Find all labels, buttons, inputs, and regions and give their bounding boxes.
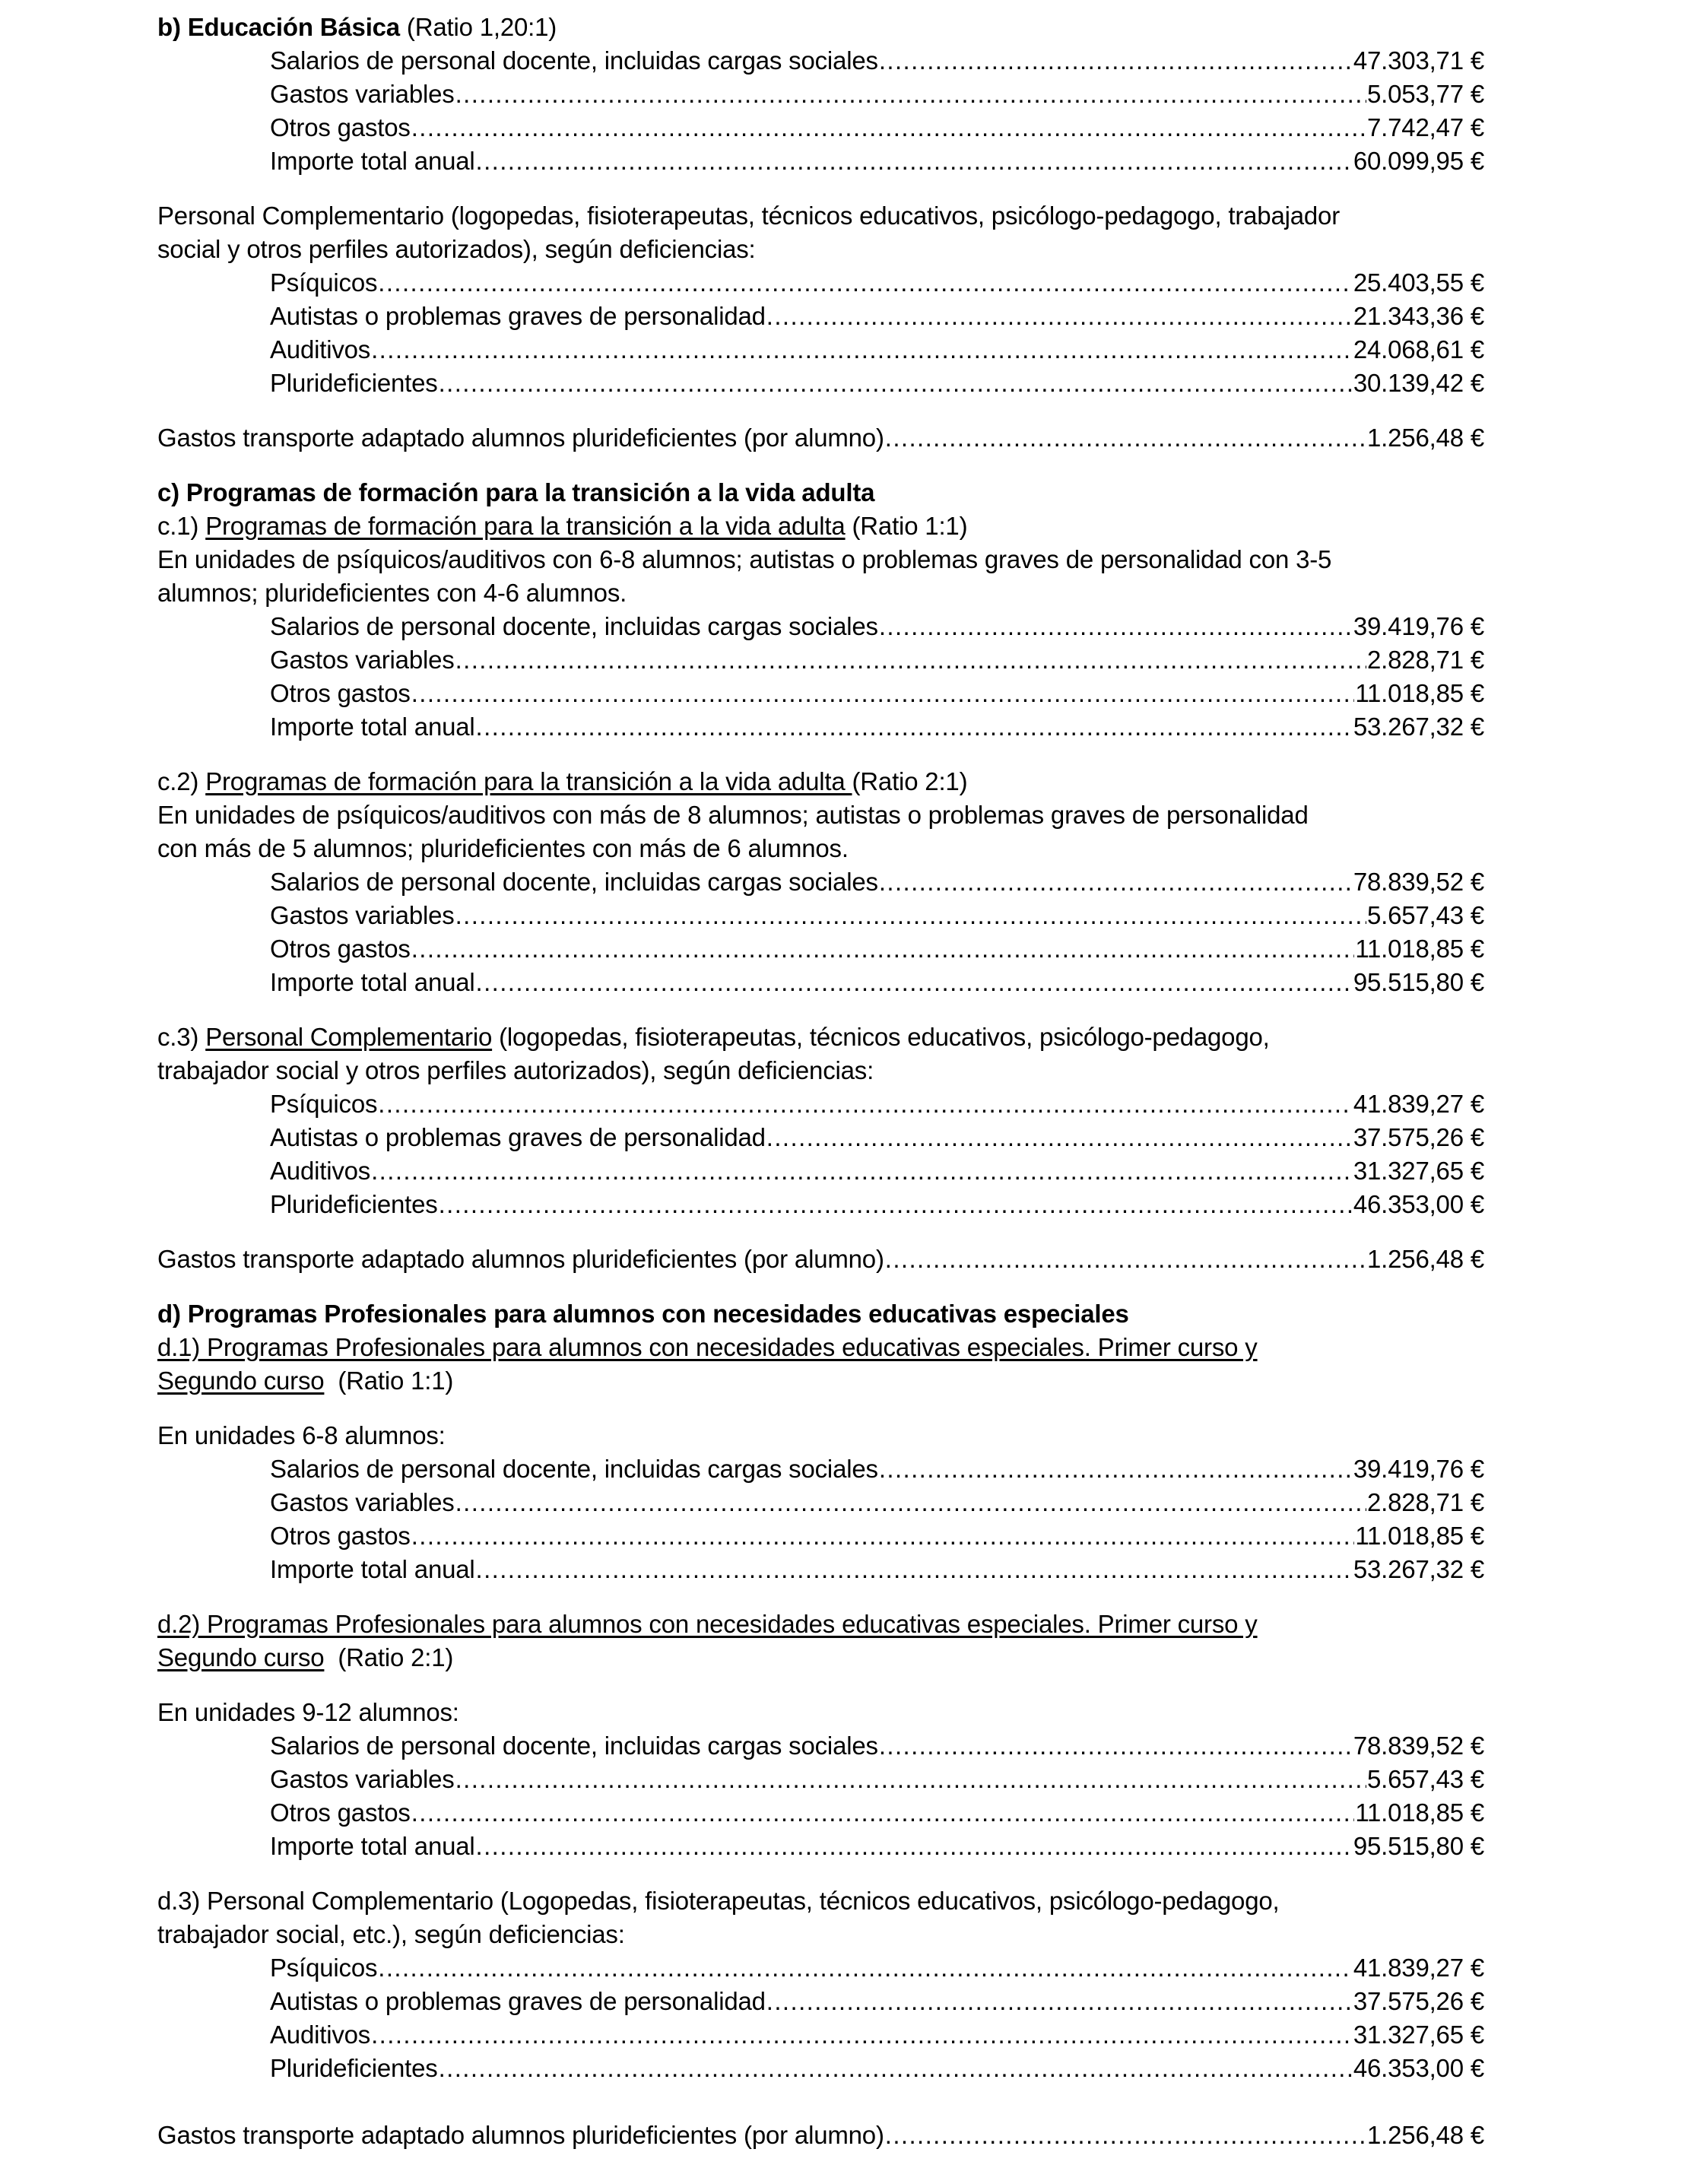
cost-label: Gastos transporte adaptado alumnos plurideficientes (por alumno)	[157, 2121, 884, 2149]
cost-value: 46.353,00 €	[1353, 2054, 1484, 2082]
cost-value: 24.068,61 €	[1353, 335, 1484, 363]
cost-label: Importe total anual	[270, 713, 475, 741]
cost-value: 5.657,43 €	[1367, 901, 1484, 929]
cost-value: 41.839,27 €	[1353, 1954, 1484, 1982]
dot-leader	[476, 710, 1353, 744]
section-b-ratio: (Ratio 1,20:1)	[399, 13, 557, 41]
cost-value: 60.099,95 €	[1353, 147, 1484, 175]
d3-heading-cont: trabajador social, etc.), según deficiencias:	[157, 1920, 625, 1948]
c1-ratio: (Ratio 1:1)	[845, 512, 968, 540]
c1-desc-cont: alumnos; plurideficientes con 4-6 alumnos.	[157, 579, 627, 607]
cost-row	[270, 1452, 1484, 1486]
cost-value: 37.575,26 €	[1353, 1987, 1484, 2015]
cost-label: Salarios de personal docente, incluidas cargas sociales	[270, 612, 878, 640]
cost-row	[270, 865, 1484, 899]
cost-label: Salarios de personal docente, incluidas cargas sociales	[270, 46, 878, 75]
section-d-title: d) Programas Profesionales para alumnos con necesidades educativas especiales	[157, 1300, 1129, 1328]
cost-label: Otros gastos	[270, 935, 411, 963]
dot-leader	[439, 367, 1353, 400]
dot-leader	[766, 1985, 1353, 2018]
dot-leader	[411, 677, 1355, 710]
cost-value: 1.256,48 €	[1367, 2121, 1484, 2149]
cost-value: 39.419,76 €	[1353, 1455, 1484, 1483]
transporte-row	[157, 2119, 1484, 2152]
cost-row	[270, 367, 1484, 400]
c2-title: Programas de formación para la transición a la vida adulta	[205, 767, 852, 795]
dot-leader	[378, 1087, 1353, 1121]
cost-value: 41.839,27 €	[1353, 1090, 1484, 1118]
cost-label: Autistas o problemas graves de personalidad	[270, 1123, 766, 1151]
cost-value: 46.353,00 €	[1353, 1190, 1484, 1218]
dot-leader	[411, 1519, 1355, 1553]
cost-label: Otros gastos	[270, 1522, 411, 1550]
document-page	[157, 11, 1484, 2152]
cost-value: 5.053,77 €	[1367, 80, 1484, 108]
c2-heading	[157, 765, 1484, 798]
dot-leader	[411, 111, 1366, 144]
c1-prefix: c.1)	[157, 512, 206, 540]
cost-label: Importe total anual	[270, 1555, 475, 1583]
cost-value: 11.018,85 €	[1355, 1798, 1484, 1827]
cost-value: 2.828,71 €	[1367, 1488, 1484, 1516]
dot-leader	[476, 966, 1353, 999]
d2-title-line2: Segundo curso	[157, 1643, 325, 1671]
dot-leader	[476, 1553, 1353, 1586]
section-b-title: b) Educación Básica	[157, 13, 400, 41]
cost-value: 11.018,85 €	[1355, 1522, 1484, 1550]
dot-leader	[378, 1951, 1353, 1985]
cost-row	[270, 1188, 1484, 1221]
cost-value: 2.828,71 €	[1367, 646, 1484, 674]
dot-leader	[439, 1188, 1353, 1221]
dot-leader	[455, 643, 1366, 677]
section-b-heading	[157, 11, 1484, 44]
d2-units: En unidades 9-12 alumnos:	[157, 1698, 459, 1726]
cost-label: Gastos transporte adaptado alumnos plurideficientes (por alumno)	[157, 1245, 884, 1273]
cost-value: 78.839,52 €	[1353, 868, 1484, 896]
c2-desc: En unidades de psíquicos/auditivos con más de 8 alumnos; autistas o problemas graves de personalidad	[157, 801, 1309, 829]
dot-leader	[879, 865, 1353, 899]
dot-leader	[879, 610, 1353, 643]
c2-ratio: (Ratio 2:1)	[852, 767, 968, 795]
cost-value: 21.343,36 €	[1353, 302, 1484, 330]
cost-row	[270, 2052, 1484, 2085]
dot-leader	[371, 333, 1353, 367]
cost-label: Auditivos	[270, 1157, 371, 1185]
d2-title: d.2) Programas Profesionales para alumnos con necesidades educativas especiales. Primer curso y	[157, 1610, 1258, 1638]
d1-title: d.1) Programas Profesionales para alumnos con necesidades educativas especiales. Primer curso y	[157, 1333, 1258, 1361]
dot-leader	[455, 899, 1366, 932]
cost-row	[270, 1985, 1484, 2018]
cost-label: Salarios de personal docente, incluidas cargas sociales	[270, 868, 878, 896]
cost-label: Importe total anual	[270, 1832, 475, 1860]
section-c-title: c) Programas de formación para la transición a la vida adulta	[157, 478, 875, 506]
cost-row	[270, 300, 1484, 333]
cost-row	[270, 266, 1484, 300]
dot-leader	[378, 266, 1353, 300]
cost-row	[270, 2018, 1484, 2052]
cost-value: 37.575,26 €	[1353, 1123, 1484, 1151]
dot-leader	[411, 1796, 1355, 1830]
cost-row	[270, 677, 1484, 710]
dot-leader	[885, 1243, 1366, 1276]
c3-heading-cont: trabajador social y otros perfiles autorizados), según deficiencias:	[157, 1056, 874, 1084]
c2-prefix: c.2)	[157, 767, 206, 795]
cost-label: Gastos variables	[270, 646, 455, 674]
cost-row	[270, 643, 1484, 677]
cost-label: Auditivos	[270, 335, 371, 363]
cost-value: 1.256,48 €	[1367, 1245, 1484, 1273]
cost-value: 7.742,47 €	[1367, 113, 1484, 141]
cost-value: 1.256,48 €	[1367, 424, 1484, 452]
cost-row	[270, 1519, 1484, 1553]
cost-label: Gastos transporte adaptado alumnos plurideficientes (por alumno)	[157, 424, 884, 452]
c3-rest: (logopedas, fisioterapeutas, técnicos educativos, psicólogo-pedagogo,	[492, 1023, 1270, 1051]
c1-title: Programas de formación para la transición a la vida adulta	[205, 512, 846, 540]
cost-row	[270, 1553, 1484, 1586]
complementario-intro-cont: social y otros perfiles autorizados), según deficiencias:	[157, 235, 756, 263]
cost-value: 31.327,65 €	[1353, 1157, 1484, 1185]
cost-row	[270, 610, 1484, 643]
dot-leader	[411, 932, 1355, 966]
d1-units: En unidades 6-8 alumnos:	[157, 1421, 446, 1449]
cost-value: 39.419,76 €	[1353, 612, 1484, 640]
cost-label: Importe total anual	[270, 147, 475, 175]
dot-leader	[455, 78, 1366, 111]
dot-leader	[766, 300, 1353, 333]
cost-value: 53.267,32 €	[1353, 713, 1484, 741]
cost-row	[270, 710, 1484, 744]
dot-leader	[766, 1121, 1353, 1154]
cost-row	[270, 1121, 1484, 1154]
dot-leader	[879, 1729, 1353, 1763]
dot-leader	[879, 44, 1353, 78]
cost-value: 31.327,65 €	[1353, 2021, 1484, 2049]
dot-leader	[455, 1486, 1366, 1519]
cost-value: 95.515,80 €	[1353, 968, 1484, 996]
cost-label: Plurideficientes	[270, 369, 438, 397]
cost-row	[270, 1154, 1484, 1188]
cost-label: Salarios de personal docente, incluidas cargas sociales	[270, 1455, 878, 1483]
cost-label: Autistas o problemas graves de personalidad	[270, 302, 766, 330]
c3-prefix: c.3)	[157, 1023, 206, 1051]
cost-label: Gastos variables	[270, 80, 455, 108]
cost-label: Plurideficientes	[270, 1190, 438, 1218]
d2-title-cont	[157, 1641, 1484, 1675]
cost-value: 53.267,32 €	[1353, 1555, 1484, 1583]
cost-value: 78.839,52 €	[1353, 1732, 1484, 1760]
transporte-row	[157, 421, 1484, 455]
cost-value: 5.657,43 €	[1367, 1765, 1484, 1793]
c3-heading	[157, 1021, 1484, 1054]
d1-ratio: (Ratio 1:1)	[324, 1367, 454, 1395]
cost-value: 47.303,71 €	[1353, 46, 1484, 75]
transporte-row	[157, 1243, 1484, 1276]
cost-label: Importe total anual	[270, 968, 475, 996]
cost-label: Otros gastos	[270, 113, 411, 141]
cost-label: Gastos variables	[270, 1488, 455, 1516]
cost-row	[270, 1830, 1484, 1863]
dot-leader	[371, 1154, 1353, 1188]
d3-heading: d.3) Personal Complementario (Logopedas, fisioterapeutas, técnicos educativos, psicólogo-pedagogo,	[157, 1887, 1280, 1915]
cost-row	[270, 1796, 1484, 1830]
cost-value: 11.018,85 €	[1355, 935, 1484, 963]
cost-label: Otros gastos	[270, 1798, 411, 1827]
cost-value: 95.515,80 €	[1353, 1832, 1484, 1860]
cost-row	[270, 1087, 1484, 1121]
cost-row	[270, 1951, 1484, 1985]
dot-leader	[439, 2052, 1353, 2085]
cost-row	[270, 899, 1484, 932]
dot-leader	[885, 421, 1366, 455]
c3-title: Personal Complementario	[205, 1023, 493, 1051]
complementario-intro: Personal Complementario (logopedas, fisioterapeutas, técnicos educativos, psicólogo-pedagogo, trabajador	[157, 202, 1340, 230]
cost-label: Psíquicos	[270, 1090, 378, 1118]
cost-row	[270, 44, 1484, 78]
cost-label: Gastos variables	[270, 901, 455, 929]
cost-label: Gastos variables	[270, 1765, 455, 1793]
dot-leader	[476, 144, 1353, 178]
cost-label: Psíquicos	[270, 268, 378, 297]
d2-ratio: (Ratio 2:1)	[324, 1643, 454, 1671]
c2-desc-cont: con más de 5 alumnos; plurideficientes con más de 6 alumnos.	[157, 834, 849, 862]
dot-leader	[455, 1763, 1366, 1796]
dot-leader	[879, 1452, 1353, 1486]
cost-label: Plurideficientes	[270, 2054, 438, 2082]
cost-row	[270, 1486, 1484, 1519]
cost-row	[270, 78, 1484, 111]
c1-desc: En unidades de psíquicos/auditivos con 6-8 alumnos; autistas o problemas graves de personalidad con 3-5	[157, 545, 1332, 573]
cost-value: 25.403,55 €	[1353, 268, 1484, 297]
cost-row	[270, 1729, 1484, 1763]
dot-leader	[476, 1830, 1353, 1863]
cost-label: Salarios de personal docente, incluidas cargas sociales	[270, 1732, 878, 1760]
cost-row	[270, 966, 1484, 999]
cost-row	[270, 932, 1484, 966]
d1-title-line2: Segundo curso	[157, 1367, 325, 1395]
d1-title-cont	[157, 1364, 1484, 1398]
cost-value: 30.139,42 €	[1353, 369, 1484, 397]
dot-leader	[371, 2018, 1353, 2052]
c1-heading	[157, 509, 1484, 543]
cost-row	[270, 333, 1484, 367]
dot-leader	[885, 2119, 1366, 2152]
cost-row	[270, 1763, 1484, 1796]
cost-row	[270, 144, 1484, 178]
cost-row	[270, 111, 1484, 144]
cost-label: Autistas o problemas graves de personalidad	[270, 1987, 766, 2015]
cost-label: Psíquicos	[270, 1954, 378, 1982]
cost-label: Otros gastos	[270, 679, 411, 707]
cost-label: Auditivos	[270, 2021, 371, 2049]
cost-value: 11.018,85 €	[1355, 679, 1484, 707]
